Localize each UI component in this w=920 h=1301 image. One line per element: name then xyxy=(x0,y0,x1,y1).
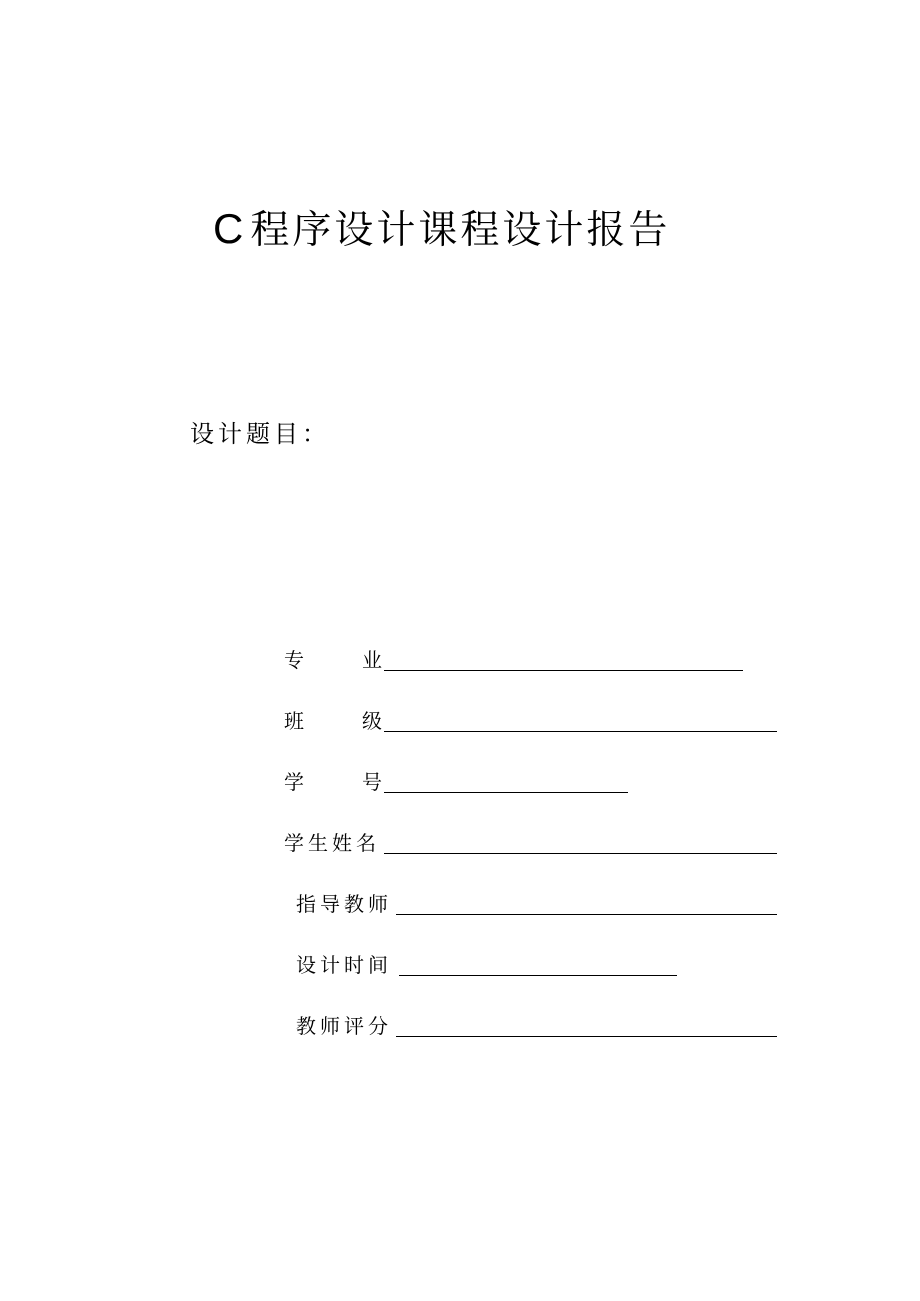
grade-field xyxy=(296,1011,778,1041)
class-underline[interactable] xyxy=(384,731,777,732)
class-field xyxy=(284,706,778,736)
grade-underline[interactable] xyxy=(396,1036,777,1037)
major-label xyxy=(284,645,382,675)
advisor-field xyxy=(296,889,778,919)
report-title-prefix: C xyxy=(213,205,247,252)
class-label xyxy=(284,706,382,736)
design-topic-label: 设计题目： xyxy=(190,420,330,448)
student-name-field xyxy=(284,828,778,858)
report-title xyxy=(213,205,671,253)
design-time-underline[interactable] xyxy=(399,975,677,976)
student-id-underline[interactable] xyxy=(384,792,628,793)
student-id-label-char-2: 号 xyxy=(362,770,382,794)
advisor-label: 指导教师 xyxy=(296,892,392,916)
student-id-field xyxy=(284,767,629,797)
report-title-main: 程序设计课程设计报告 xyxy=(250,208,671,253)
class-label-char-2: 级 xyxy=(362,709,382,733)
major-field xyxy=(284,645,744,675)
design-time-field xyxy=(296,950,678,980)
student-id-label-char-1: 学 xyxy=(284,770,304,794)
advisor-underline[interactable] xyxy=(396,914,777,915)
design-time-label: 设计时间 xyxy=(296,953,392,977)
class-label-char-1: 班 xyxy=(284,709,304,733)
major-underline[interactable] xyxy=(384,670,743,671)
student-id-label xyxy=(284,767,382,797)
grade-label: 教师评分 xyxy=(296,1014,392,1038)
major-label-char-1: 专 xyxy=(284,648,304,672)
student-name-label: 学生姓名 xyxy=(284,831,380,855)
student-name-underline[interactable] xyxy=(384,853,777,854)
major-label-char-2: 业 xyxy=(362,648,382,672)
